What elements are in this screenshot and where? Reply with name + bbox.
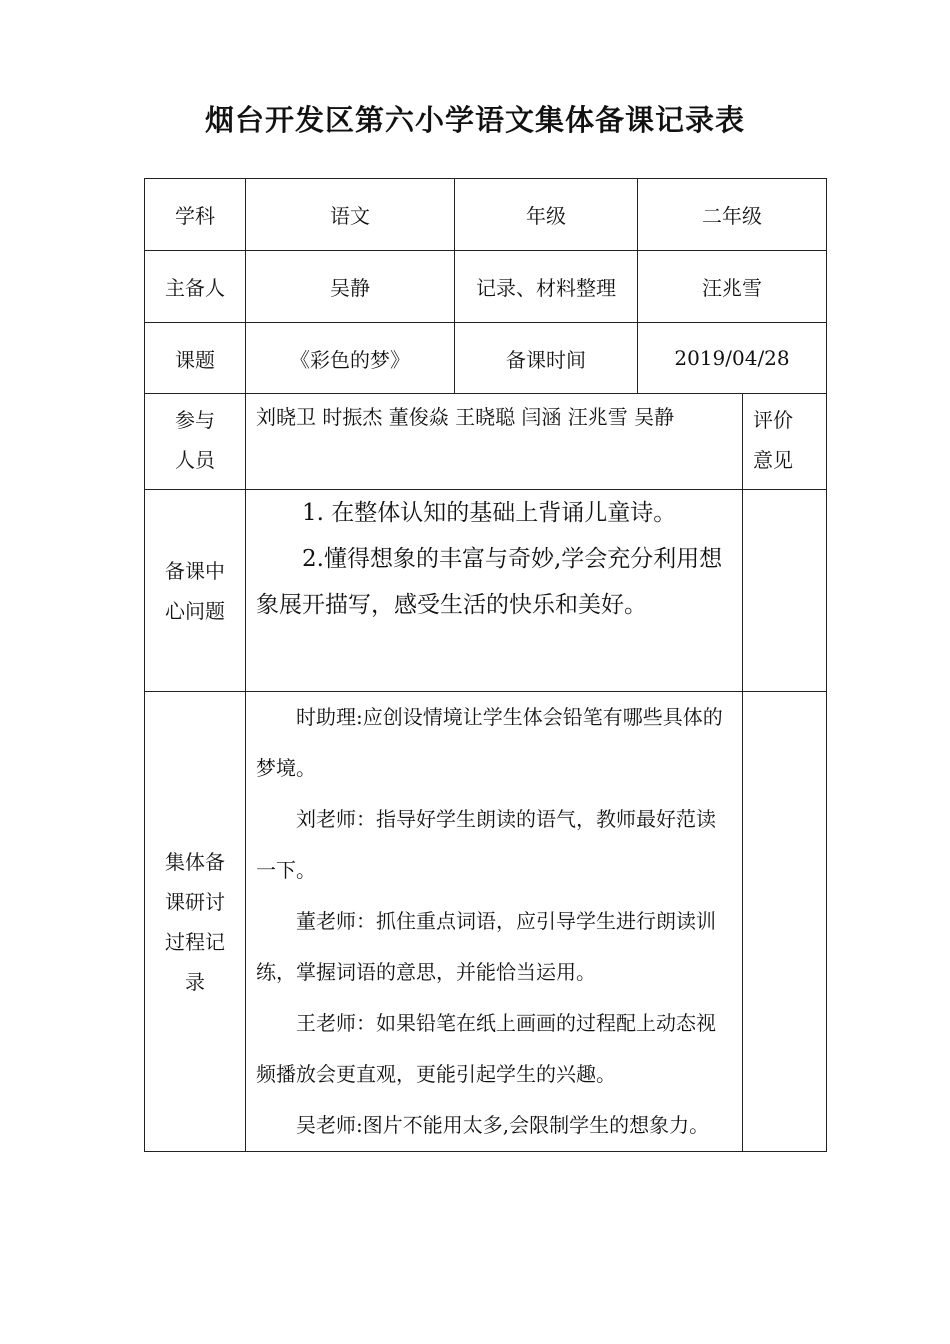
grade-value: 二年级 bbox=[638, 179, 827, 251]
focus-comment-cell bbox=[743, 490, 827, 692]
discussion-item: 王老师：如果铅笔在纸上画画的过程配上动态视频播放会更直观，更能引起学生的兴趣。 bbox=[256, 1011, 716, 1086]
discussion-item: 吴老师:图片不能用太多,会限制学生的想象力。 bbox=[296, 1113, 710, 1137]
focus-label-line: 心问题 bbox=[165, 598, 225, 623]
participants-label-line: 参与 bbox=[175, 408, 215, 432]
focus-questions-label bbox=[145, 490, 246, 692]
topic-label: 课题 bbox=[145, 323, 246, 394]
process-label-line: 课研讨 bbox=[165, 889, 225, 914]
participants-label bbox=[145, 394, 246, 490]
prep-time-value: 2019/04/28 bbox=[638, 323, 827, 394]
comment-label bbox=[743, 394, 827, 490]
table-row bbox=[145, 692, 827, 1152]
lead-teacher-value: 吴静 bbox=[246, 251, 455, 323]
participants-value: 刘晓卫 时振杰 董俊焱 王晓聪 闫涵 汪兆雪 吴静 bbox=[246, 394, 743, 490]
discussion-item: 刘老师：指导好学生朗读的语气，教师最好范读一下。 bbox=[256, 807, 716, 882]
table-row bbox=[145, 490, 827, 692]
prep-time-label: 备课时间 bbox=[455, 323, 638, 394]
process-label-line: 过程记 bbox=[165, 929, 225, 954]
process-record-label bbox=[145, 692, 246, 1152]
recorder-label: 记录、材料整理 bbox=[455, 251, 638, 323]
table-row bbox=[145, 179, 827, 251]
discussion-item: 董老师：抓住重点词语，应引导学生进行朗读训练，掌握词语的意思，并能恰当运用。 bbox=[256, 909, 716, 984]
lead-teacher-label: 主备人 bbox=[145, 251, 246, 323]
recorder-value: 汪兆雪 bbox=[638, 251, 827, 323]
page-title: 烟台开发区第六小学语文集体备课记录表 bbox=[204, 103, 745, 137]
focus-item: 2.懂得想象的丰富与奇妙,学会充分利用想象展开描写，感受生活的快乐和美好。 bbox=[256, 546, 723, 618]
process-record-content bbox=[246, 692, 743, 1152]
process-comment-cell bbox=[743, 692, 827, 1152]
participants-label-line: 人员 bbox=[175, 448, 215, 472]
subject-label: 学科 bbox=[145, 179, 246, 251]
lesson-record-table bbox=[144, 178, 827, 1152]
subject-value: 语文 bbox=[246, 179, 455, 251]
comment-label-line: 意见 bbox=[753, 448, 793, 472]
grade-label: 年级 bbox=[455, 179, 638, 251]
discussion-item: 时助理:应创设情境让学生体会铅笔有哪些具体的梦境。 bbox=[256, 705, 723, 780]
table-row bbox=[145, 323, 827, 394]
process-label-line: 集体备 bbox=[165, 849, 225, 874]
focus-label-line: 备课中 bbox=[165, 558, 225, 583]
focus-item: 1. 在整体认知的基础上背诵儿童诗。 bbox=[302, 500, 677, 526]
focus-questions-content bbox=[246, 490, 743, 692]
table-row bbox=[145, 251, 827, 323]
topic-value: 《彩色的梦》 bbox=[246, 323, 455, 394]
comment-label-line: 评价 bbox=[753, 408, 793, 432]
table-row bbox=[145, 394, 827, 490]
process-label-line: 录 bbox=[185, 969, 205, 994]
